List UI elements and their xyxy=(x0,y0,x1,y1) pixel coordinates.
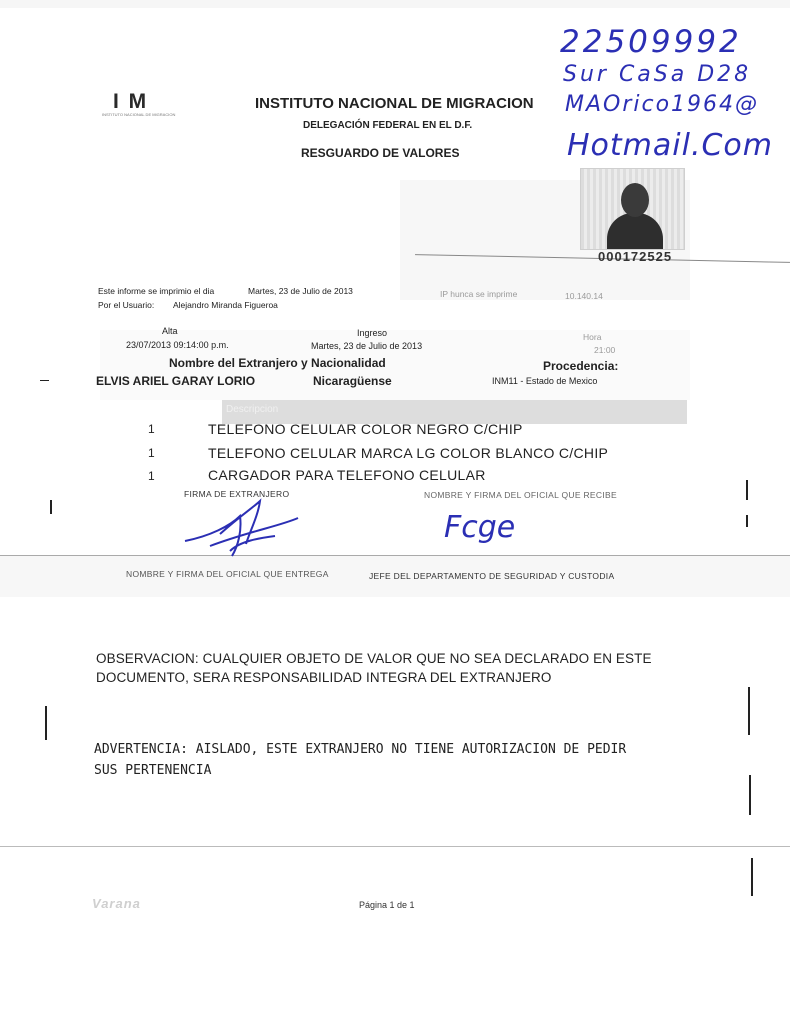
procedencia-value: INM11 - Estado de Mexico xyxy=(492,376,598,386)
scan-shade-top xyxy=(0,0,790,8)
warning-line-1: ADVERTENCIA: AISLADO, ESTE EXTRANJERO NO TIENE AUTORIZACION DE PEDIR xyxy=(94,742,627,757)
description-label: Descripcion xyxy=(226,404,279,415)
name-header: Nombre del Extranjero y Nacionalidad xyxy=(169,356,386,370)
item-description: TELEFONO CELULAR MARCA LG COLOR BLANCO C/CHIP xyxy=(208,445,609,461)
procedencia-label: Procedencia: xyxy=(543,359,619,373)
reprint-label: IP hunca se imprime xyxy=(440,289,518,299)
margin-mark-right-4 xyxy=(746,480,748,500)
delivering-officer-label: NOMBRE Y FIRMA DEL OFICIAL QUE ENTREGA xyxy=(126,569,329,579)
alta-label: Alta xyxy=(162,326,178,336)
scan-line-mid xyxy=(0,555,790,556)
user-name: Alejandro Miranda Figueroa xyxy=(173,300,278,310)
folio-number: 000172525 xyxy=(598,249,673,264)
inm-logo-subtext: INSTITUTO NACIONAL DE MIGRACION xyxy=(102,112,176,117)
alta-value: 23/07/2013 09:14:00 p.m. xyxy=(126,340,229,350)
item-description: TELEFONO CELULAR COLOR NEGRO C/CHIP xyxy=(208,421,523,437)
warning-line-2: SUS PERTENENCIA xyxy=(94,763,212,778)
institution-title: INSTITUTO NACIONAL DE MIGRACION xyxy=(255,95,534,112)
margin-mark-left-1 xyxy=(40,380,49,381)
handwritten-email-user: MAOrico1964@ xyxy=(565,92,760,117)
margin-mark-right-3 xyxy=(751,858,753,896)
ingreso-value: Martes, 23 de Julio de 2013 xyxy=(311,341,423,351)
foreigner-name: ELVIS ARIEL GARAY LORIO xyxy=(96,374,256,388)
foreigner-photo xyxy=(580,168,685,250)
observation-line-2: DOCUMENTO, SERA RESPONSABILIDAD INTEGRA DEL EXTRANJERO xyxy=(96,670,552,685)
handwritten-address: Sur CaSa D28 xyxy=(563,62,752,87)
margin-mark-right-2 xyxy=(749,775,751,815)
margin-mark-right-5 xyxy=(746,515,748,527)
margin-mark-left-2 xyxy=(45,706,47,740)
printed-date: Martes, 23 de Julio de 2013 xyxy=(248,286,353,296)
item-qty: 1 xyxy=(148,469,155,483)
margin-mark-right-1 xyxy=(748,687,750,735)
handwritten-email-domain: Hotmail.Com xyxy=(567,128,774,163)
page-number: Página 1 de 1 xyxy=(359,900,415,910)
footer-mark: Varana xyxy=(92,896,141,911)
item-qty: 1 xyxy=(148,446,155,460)
nationality: Nicaragüense xyxy=(313,374,392,388)
scan-line-low xyxy=(0,846,790,847)
officer-handwritten-signature: Fcge xyxy=(444,510,516,545)
margin-mark-left-3 xyxy=(50,500,52,514)
foreigner-signature-label: FIRMA DE EXTRANJERO xyxy=(184,489,290,499)
hora-label: Hora xyxy=(583,332,602,342)
user-label: Por el Usuario: xyxy=(98,300,155,310)
delegation-title: DELEGACIÓN FEDERAL EN EL D.F. xyxy=(303,120,473,131)
hora-value: 21:00 xyxy=(594,345,616,355)
document-title: RESGUARDO DE VALORES xyxy=(301,146,460,160)
printed-label: Este informe se imprimio el dia xyxy=(98,286,215,296)
department-head-label: JEFE DEL DEPARTAMENTO DE SEGURIDAD Y CUSTODIA xyxy=(369,571,615,581)
item-description: CARGADOR PARA TELEFONO CELULAR xyxy=(208,467,486,483)
inm-logo: I M xyxy=(113,90,149,113)
receiving-officer-label: NOMBRE Y FIRMA DEL OFICIAL QUE RECIBE xyxy=(424,490,617,500)
handwritten-phone: 22509992 xyxy=(560,24,742,60)
foreigner-signature xyxy=(180,496,310,566)
ingreso-label: Ingreso xyxy=(357,328,388,338)
reprint-value: 10.140.14 xyxy=(565,291,603,301)
observation-line-1: OBSERVACION: CUALQUIER OBJETO DE VALOR QUE NO SEA DECLARADO EN ESTE xyxy=(96,651,652,666)
item-qty: 1 xyxy=(148,422,155,436)
